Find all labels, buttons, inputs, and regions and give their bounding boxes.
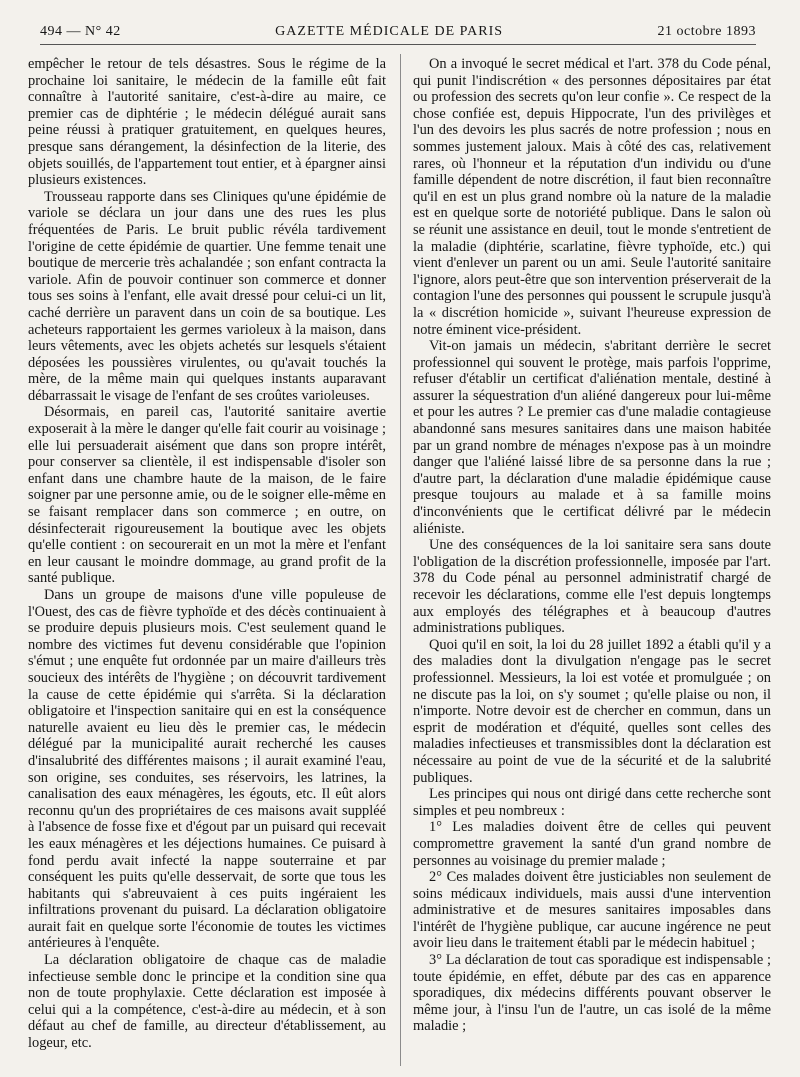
paragraph: Vit-on jamais un médecin, s'abritant derrière le secret professionnel qui souvent le protège, mais parfois l'opprime, refuser d'établir un certificat d'aliénation mentale, destiné à assurer la séquestration d'un aliéné dangereux pour lui-même et pour les autres ? Le premier cas d'une maladie contagieuse abandonné sans mesures sanitaires dans une maison habitée par un grand nombre de ménages n'expose pas à un moindre danger que l'aliéné laissé libre de sa personne dans la rue ; d'autre part, la déclaration d'une maladie épidémique cause presque toujours au malade et à sa famille moins d'inconvénients que le certificat délivré par le médecin aliéniste. (413, 338, 771, 537)
paragraph: Trousseau rapporte dans ses Cliniques qu'une épidémie de variole se déclara un jour dans une des rues les plus fréquentées de Paris. Le bruit public révéla tardivement l'origine de cette épidémie de quartier. Une femme tenait une boutique de mercerie très achalandée ; son enfant contracta la variole. Afin de pouvoir continuer son commerce et donner tous ses soins à l'enfant, elle avait dressé pour celui-ci un lit, caché derrière un paravent dans un coin de sa boutique. Les acheteurs rapportaient les germes varioleux à la maison, dans leurs vêtements, avec les objets achetés sur lesquels s'étaient déposées les poussières virulentes, ou qu'avait touchés la mère, de la même main qui quelques instants auparavant débarrassait le visage de l'enfant de ses croûtes varioleuses. (28, 188, 386, 404)
list-item: 1° Les maladies doivent être de celles qui peuvent compromettre gravement la santé d'un grand nombre de personnes au voisinage du premier malade ; (413, 819, 771, 869)
journal-title: GAZETTE MÉDICALE DE PARIS (275, 24, 504, 39)
page-number: 494 — N° 42 (40, 24, 121, 39)
paragraph: Dans un groupe de maisons d'une ville populeuse de l'Ouest, des cas de fièvre typhoïde et des décès continuaient à se produire depuis plusieurs mois. C'est seulement quand le nombre des victimes fut devenu considérable que l'opinion s'émut ; une enquête fut ordonnée par un maire d'ailleurs très soucieux des intérêts de l'hygiène ; on découvrit tardivement la cause de cette épidémie qui s'arrêta. Si la déclaration obligatoire et l'inspection sanitaire qui en est la conséquence naturelle avaient eu lieu dès le premier cas, le médecin délégué par la municipalité aurait recherché les causes d'insalubrité des différentes maisons ; il aurait examiné l'eau, son origine, ses conduites, ses réservoirs, les latrines, la canalisation des eaux ménagères, les égouts, etc. Il eût alors reconnu qu'un des propriétaires de ces maisons avait suppléé à l'absence de fosse fixe et d'égout par un puisard qui recevait les eaux ménagères et les déjections humaines. Ce puisard à fond perdu avait infecté la nappe souterraine et par conséquent les puits qu'elle desservait, de sorte que tous les habitants qui s'abreuvaient à ces puits ingéraient les infiltrations provenant du puisard. La déclaration obligatoire aurait fait en quelque sorte l'économie de toutes les victimes antérieures à l'enquête. (28, 587, 386, 952)
paragraph: empêcher le retour de tels désastres. Sous le régime de la prochaine loi sanitaire, le médecin de la famille eût fait connaître à l'autorité sanitaire, c'est-à-dire au maire, ce premier cas de diphtérie ; le médecin délégué aurait sans peine réussi à pratiquer gratuitement, en quelques heures, presque sans dérangement, la désinfection de la literie, des objets souillés, de l'appartement tout entier, et à épargner ainsi plusieurs existences. (28, 56, 386, 189)
paragraph: Quoi qu'il en soit, la loi du 28 juillet 1892 a établi qu'il y a des maladies dont la divulgation n'engage pas le secret professionnel. Messieurs, la loi est votée et promulguée ; on ne discute pas la loi, on s'y soumet ; qu'elle plaise ou non, il n'importe. Notre devoir est de chercher en commun, dans un esprit de modération et d'équité, quelles sont celles des maladies infectieuses et transmissibles dont la déclaration est nécessaire au point de vue de la sécurité et de la salubrité publiques. (413, 636, 771, 786)
paragraph: La déclaration obligatoire de chaque cas de maladie infectieuse semble donc le principe et la condition sine qua non de toute prophylaxie. Cette déclaration est imposée à celui qui a la compétence, c'est-à-dire au médecin, et à son défaut au chef de famille, au directeur d'établissement, au logeur, etc. (28, 952, 386, 1052)
list-item: 3° La déclaration de tout cas sporadique est indispensable ; toute épidémie, en effet, débute par des cas en apparence sporadiques, dix médecins différents pouvant observer le même jour, à l'insu l'un de l'autre, un cas isolé de la même maladie ; (413, 952, 771, 1035)
column-divider (400, 54, 401, 1066)
left-column (28, 56, 386, 1066)
page-header (40, 20, 756, 45)
paragraph: Une des conséquences de la loi sanitaire sera sans doute l'obligation de la discrétion professionnelle, imposée par l'art. 378 du Code pénal au personnel administratif chargé de recevoir les déclarations, comme elle l'est depuis longtemps aux employés des télégraphes et à beaucoup d'autres administrations publiques. (413, 537, 771, 637)
paragraph: Les principes qui nous ont dirigé dans cette recherche sont simples et peu nombreux : (413, 786, 771, 819)
paragraph: Désormais, en pareil cas, l'autorité sanitaire avertie exposerait à la mère le danger qu'elle fait courir au voisinage ; elle lui persuaderait aisément que dans son propre intérêt, pour conserver sa clientèle, il est indispensable d'isoler son enfant dans une chambre haute de la maison, de le faire soigner par une personne amie, ou de le soigner elle-même en se faisant remplacer dans son commerce ; en outre, on désinfecterait rigoureusement la boutique avec les objets qu'elle contient : on secourerait en un mot la mère et l'enfant en leur causant le moindre dommage, au grand profit de la santé publique. (28, 404, 386, 587)
issue-date: 21 octobre 1893 (657, 24, 756, 39)
list-item: 2° Ces malades doivent être justiciables non seulement de soins médicaux individuels, mais aussi d'une intervention administrative et de mesures sanitaires imposables dans l'intérêt de l'hygiène publique, car aucune ingérence ne peut avoir lieu dans le traitement établi par le médecin habituel ; (413, 869, 771, 952)
paragraph: On a invoqué le secret médical et l'art. 378 du Code pénal, qui punit l'indiscrétion « des personnes dépositaires par état ou profession des secrets qu'on leur confie ». Ce respect de la chose confiée est, depuis Hippocrate, l'un des privilèges et l'un des devoirs les plus sacrés de notre profession ; nous en sommes justement jaloux. Mais à côté des cas, relativement rares, où l'honneur et la réputation d'un individu ou d'une famille dépendent de notre discrétion, il faut bien reconnaître qu'il en est un plus grand nombre où la nature de la maladie est en quelque sorte de notoriété publique. Dans le salon où se réunit une assistance en deuil, tout le monde s'entretient de la maladie (diphtérie, scarlatine, fièvre typhoïde, etc.) qui vient d'enlever un parent ou un ami. Seule l'autorité sanitaire l'ignore, alors peut-être que son intervention préserverait de la contagion l'une des personnes qui poussent le scrupule jusqu'à la « discrétion homicide », suivant l'heureuse expression de notre éminent vice-président. (413, 56, 771, 338)
right-column (413, 56, 771, 1066)
